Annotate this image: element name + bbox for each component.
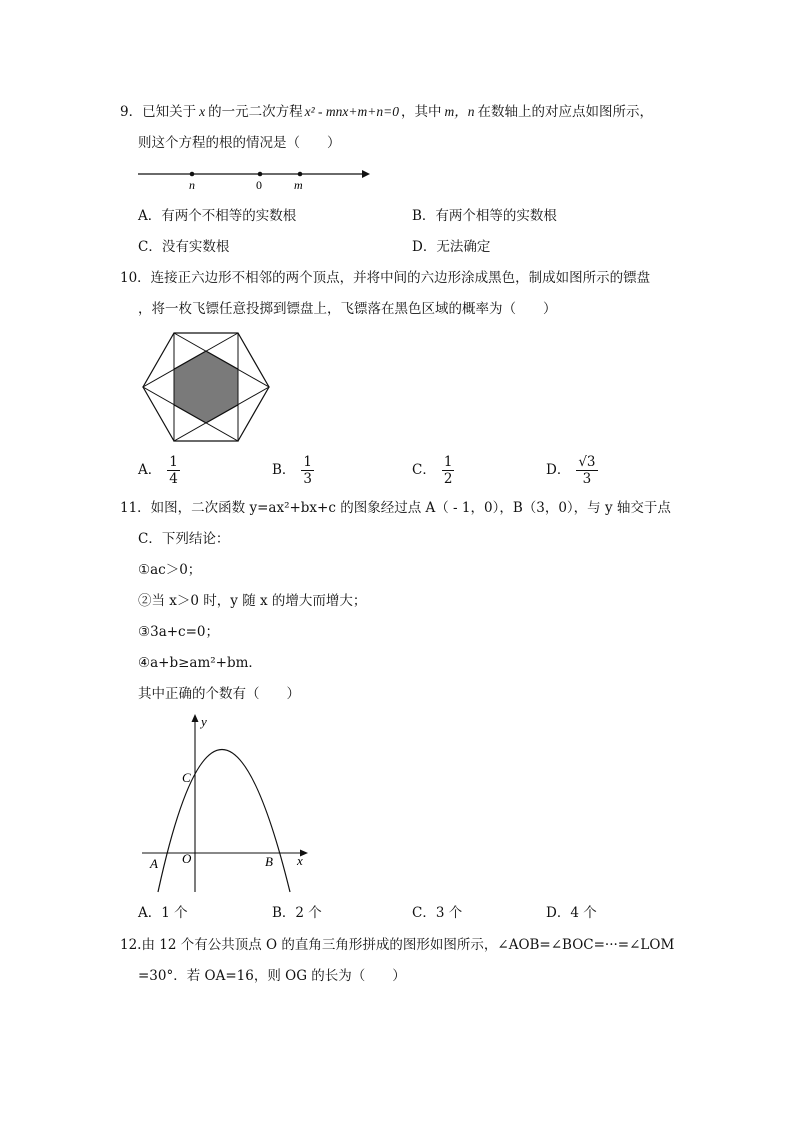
q9-option-a[interactable]: A．有两个不相等的实数根 [138, 208, 297, 224]
q11-option-b[interactable]: B．2 个 [272, 905, 322, 921]
shaded-inner-hexagon [174, 351, 238, 423]
q11-conclusion-1: ①ac＞0； [138, 562, 202, 578]
q9-text-c: ，其中 [400, 104, 442, 120]
q9-number: 9． [120, 104, 143, 120]
q10-option-c[interactable] [412, 454, 454, 487]
q10-option-c-fraction [442, 454, 455, 487]
q10-line2: ，将一枚飞镖任意投掷到镖盘上，飞镖落在黑色区域的概率为（ ） [138, 301, 557, 317]
denominator: 4 [169, 471, 178, 487]
denominator: 3 [582, 471, 592, 487]
q10-option-a[interactable] [138, 454, 180, 487]
q9-option-d[interactable]: D．无法确定 [412, 239, 491, 255]
q10-option-a-fraction [167, 454, 180, 487]
number-line-arrow-icon [362, 170, 370, 178]
label-n: n [189, 178, 195, 192]
label-o: O [182, 851, 192, 866]
parabola-curve [158, 750, 290, 893]
q10-dartboard-figure [140, 330, 280, 450]
q9-var-x: x [199, 104, 206, 119]
q11-option-c[interactable]: C．3 个 [412, 905, 463, 921]
q11-conclusion-2: ②当 x＞0 时，y 随 x 的增大而增大； [138, 593, 367, 609]
q10-option-c-label: C． [412, 462, 436, 478]
label-b: B [265, 854, 273, 869]
q10-option-b-fraction [301, 454, 314, 487]
q10-option-d-fraction [576, 454, 597, 487]
q11-option-d[interactable]: D．4 个 [546, 905, 597, 921]
numerator: 1 [443, 454, 453, 470]
q9-equation: x² - mnx+m+n=0 [304, 104, 399, 119]
q9-vars-mn: m，n [444, 104, 475, 119]
q11-conclusion-4: ④a+b≥am²+bm． [138, 655, 262, 671]
q9-number-line [0, 163, 794, 193]
numerator: 1 [169, 454, 178, 470]
q9-text-a: 已知关于 [142, 104, 197, 120]
q12-line2: =30°．若 OA=16，则 OG 的长为（ ） [138, 968, 406, 984]
q10-option-d[interactable] [546, 454, 598, 487]
point-n [190, 172, 195, 177]
denominator: 2 [443, 471, 453, 487]
numerator: 1 [303, 454, 313, 470]
numerator: √3 [578, 454, 596, 470]
label-x: x [297, 853, 303, 868]
q11-conclusion-3: ③3a+c=0； [138, 624, 220, 640]
q9-text-b: 的一元二次方程 [208, 104, 303, 120]
y-axis-arrow-icon [192, 714, 199, 722]
label-c: C [182, 770, 191, 785]
q11-parabola-graph [140, 712, 320, 897]
q10-line1: 10．连接正六边形不相邻的两个顶点，并将中间的六边形涂成黑色，制成如图所示的镖盘 [120, 270, 651, 286]
q9-line2: 则这个方程的根的情况是（ ） [138, 135, 341, 151]
q11-line1: 11．如图，二次函数 y=ax²+bx+c 的图象经过点 A（ - 1，0），B（3，0），与 y 轴交于点 [120, 500, 671, 516]
q9-line1 [120, 103, 653, 121]
q9-option-b[interactable]: B．有两个相等的实数根 [412, 208, 557, 224]
q10-option-b-label: B． [272, 462, 296, 478]
q9-text-d: 在数轴上的对应点如图所示， [477, 104, 653, 120]
q11-line2: C．下列结论： [138, 531, 230, 547]
q10-option-a-label: A． [138, 462, 162, 478]
q12-line1: 12.由 12 个有公共顶点 O 的直角三角形拼成的图形如图所示，∠AOB=∠BOC=···=∠LOM [120, 937, 675, 953]
label-y: y [201, 714, 207, 729]
point-m [298, 172, 303, 177]
label-a: A [150, 856, 158, 871]
q11-option-a[interactable]: A．1 个 [138, 905, 188, 921]
denominator: 3 [303, 471, 313, 487]
q11-question: 其中正确的个数有（ ） [138, 686, 300, 702]
label-zero: 0 [256, 178, 262, 192]
q10-option-d-label: D． [546, 462, 571, 478]
label-m: m [294, 178, 303, 192]
q9-option-c[interactable]: C．没有实数根 [138, 239, 230, 255]
point-zero [258, 172, 263, 177]
q10-option-b[interactable] [272, 454, 314, 487]
